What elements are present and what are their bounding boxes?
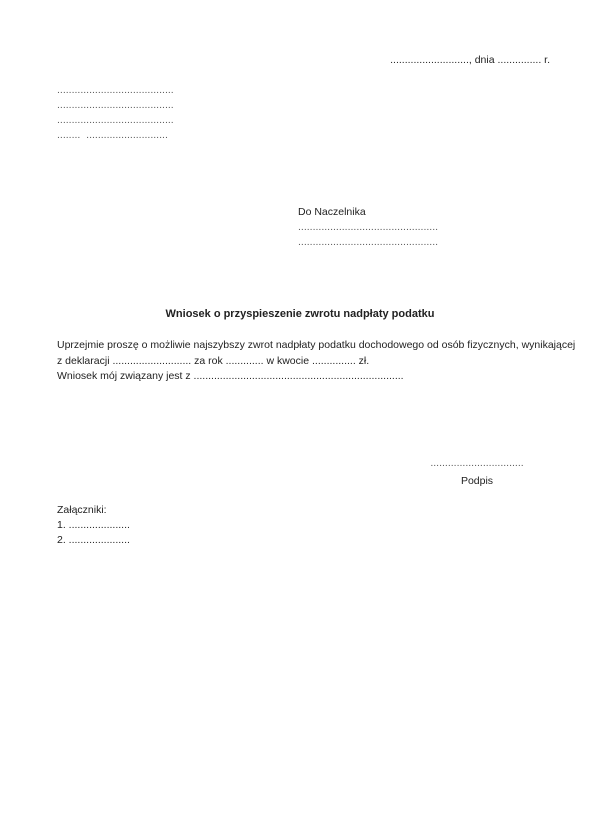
date-line: ..........................., dnia ............... r. [390, 54, 550, 66]
sender-fill-line: ........ ............................ [57, 129, 168, 141]
signature-fill-line: ................................ [430, 457, 524, 469]
recipient-fill-line: ................................................ [298, 221, 439, 233]
attachments-label: Załączniki: [57, 504, 107, 516]
body-line: z deklaracji ........................... za rok ............. w kwocie ............... zł. [57, 354, 370, 367]
sender-block [57, 83, 174, 143]
recipient-label: Do Naczelnika [298, 206, 366, 218]
body-line: Wniosek mój związany jest z ........................................................................ [57, 370, 404, 382]
document-title: Wniosek o przyspieszenie zwrotu nadpłaty podatku [165, 308, 435, 320]
signature-block [412, 456, 542, 488]
attachments-block [57, 503, 130, 548]
signature-label: Podpis [460, 475, 494, 487]
recipient-fill-line: ................................................ [298, 236, 439, 248]
sender-fill-line: ........................................ [57, 99, 174, 111]
body-paragraph [57, 338, 576, 385]
attachment-item: 2. ..................... [57, 534, 130, 546]
attachment-item: 1. ..................... [57, 519, 130, 531]
sender-fill-line: ........................................ [57, 84, 174, 96]
body-line: Uprzejmie proszę o możliwie najszybszy zwrot nadpłaty podatku dochodowego od osób fizycznych, wynikającej [57, 339, 576, 351]
recipient-block [298, 205, 438, 250]
sender-fill-line: ........................................ [57, 114, 174, 126]
